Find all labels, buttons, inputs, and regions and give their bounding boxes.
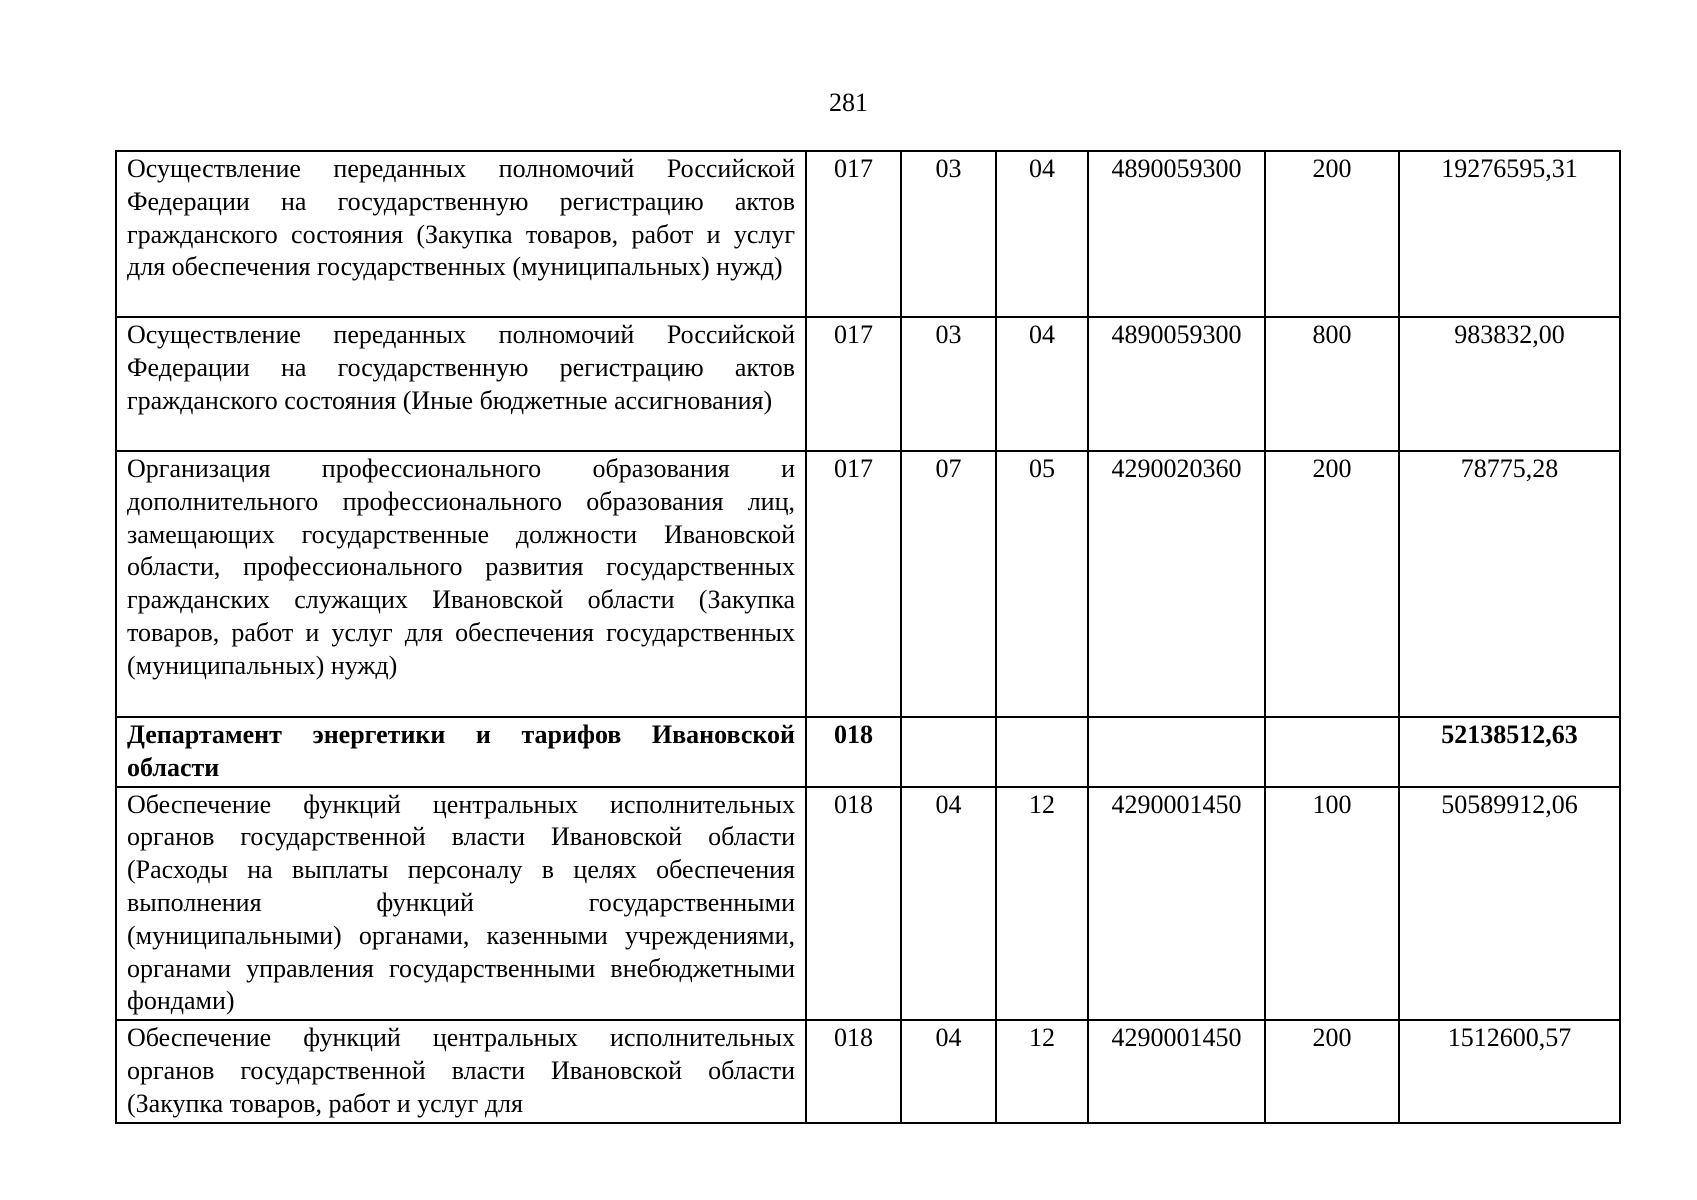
table-row (116, 1020, 1620, 1122)
table-row-department (116, 717, 1620, 787)
expense-type-cell: 800 (1265, 317, 1399, 451)
page-number: 281 (829, 88, 868, 117)
subsection-code-cell: 04 (996, 151, 1088, 317)
expense-name-cell: Осуществление переданных полномочий Российской Федерации на государственную регистрацию актов гражданского состояния (Иные бюджетные ассигнования) (116, 317, 806, 451)
ministry-code-cell: 018 (806, 787, 901, 1021)
target-code-cell: 4290001450 (1088, 787, 1265, 1021)
table-row (116, 317, 1620, 451)
amount-cell: 78775,28 (1399, 451, 1620, 717)
ministry-code-cell: 018 (806, 1020, 901, 1122)
expense-name-cell: Организация профессионального образования и дополнительного профессионального образования лиц, замещающих государственные должности Ивановской области, профессионального развития государственных гражданских служащих Ивановской области (Закупка товаров, работ и услуг для обеспечения государственных (муниципальных) нужд) (116, 451, 806, 717)
ministry-code-cell: 018 (806, 717, 901, 787)
ministry-code-cell: 017 (806, 317, 901, 451)
table-row (116, 787, 1620, 1021)
expense-type-cell (1265, 717, 1399, 787)
section-code-cell: 07 (901, 451, 996, 717)
amount-cell: 52138512,63 (1399, 717, 1620, 787)
expense-type-cell: 200 (1265, 451, 1399, 717)
table-row (116, 451, 1620, 717)
department-name-cell: Департамент энергетики и тарифов Ивановской области (116, 717, 806, 787)
amount-cell: 1512600,57 (1399, 1020, 1620, 1122)
target-code-cell: 4290020360 (1088, 451, 1265, 717)
section-code-cell: 04 (901, 1020, 996, 1122)
expense-type-cell: 100 (1265, 787, 1399, 1021)
target-code-cell (1088, 717, 1265, 787)
subsection-code-cell: 05 (996, 451, 1088, 717)
section-code-cell: 03 (901, 151, 996, 317)
subsection-code-cell: 12 (996, 787, 1088, 1021)
target-code-cell: 4290001450 (1088, 1020, 1265, 1122)
ministry-code-cell: 017 (806, 451, 901, 717)
subsection-code-cell (996, 717, 1088, 787)
ministry-code-cell: 017 (806, 151, 901, 317)
subsection-code-cell: 04 (996, 317, 1088, 451)
section-code-cell: 04 (901, 787, 996, 1021)
section-code-cell (901, 717, 996, 787)
expense-name-cell: Обеспечение функций центральных исполнительных органов государственной власти Ивановской области (Расходы на выплаты персоналу в целях обеспечения выполнения функций государственными (муниципальными) органами, казенными учреждениями, органами управления государственными внебюджетными фондами) (116, 787, 806, 1021)
expense-type-cell: 200 (1265, 1020, 1399, 1122)
budget-table (115, 150, 1621, 1124)
amount-cell: 19276595,31 (1399, 151, 1620, 317)
section-code-cell: 03 (901, 317, 996, 451)
target-code-cell: 4890059300 (1088, 151, 1265, 317)
expense-name-cell: Обеспечение функций центральных исполнительных органов государственной власти Ивановской области (Закупка товаров, работ и услуг для (116, 1020, 806, 1122)
subsection-code-cell: 12 (996, 1020, 1088, 1122)
expense-name-cell: Осуществление переданных полномочий Российской Федерации на государственную регистрацию актов гражданского состояния (Закупка товаров, работ и услуг для обеспечения государственных (муниципальных) нужд) (116, 151, 806, 317)
amount-cell: 983832,00 (1399, 317, 1620, 451)
table-row (116, 151, 1620, 317)
amount-cell: 50589912,06 (1399, 787, 1620, 1021)
expense-type-cell: 200 (1265, 151, 1399, 317)
target-code-cell: 4890059300 (1088, 317, 1265, 451)
